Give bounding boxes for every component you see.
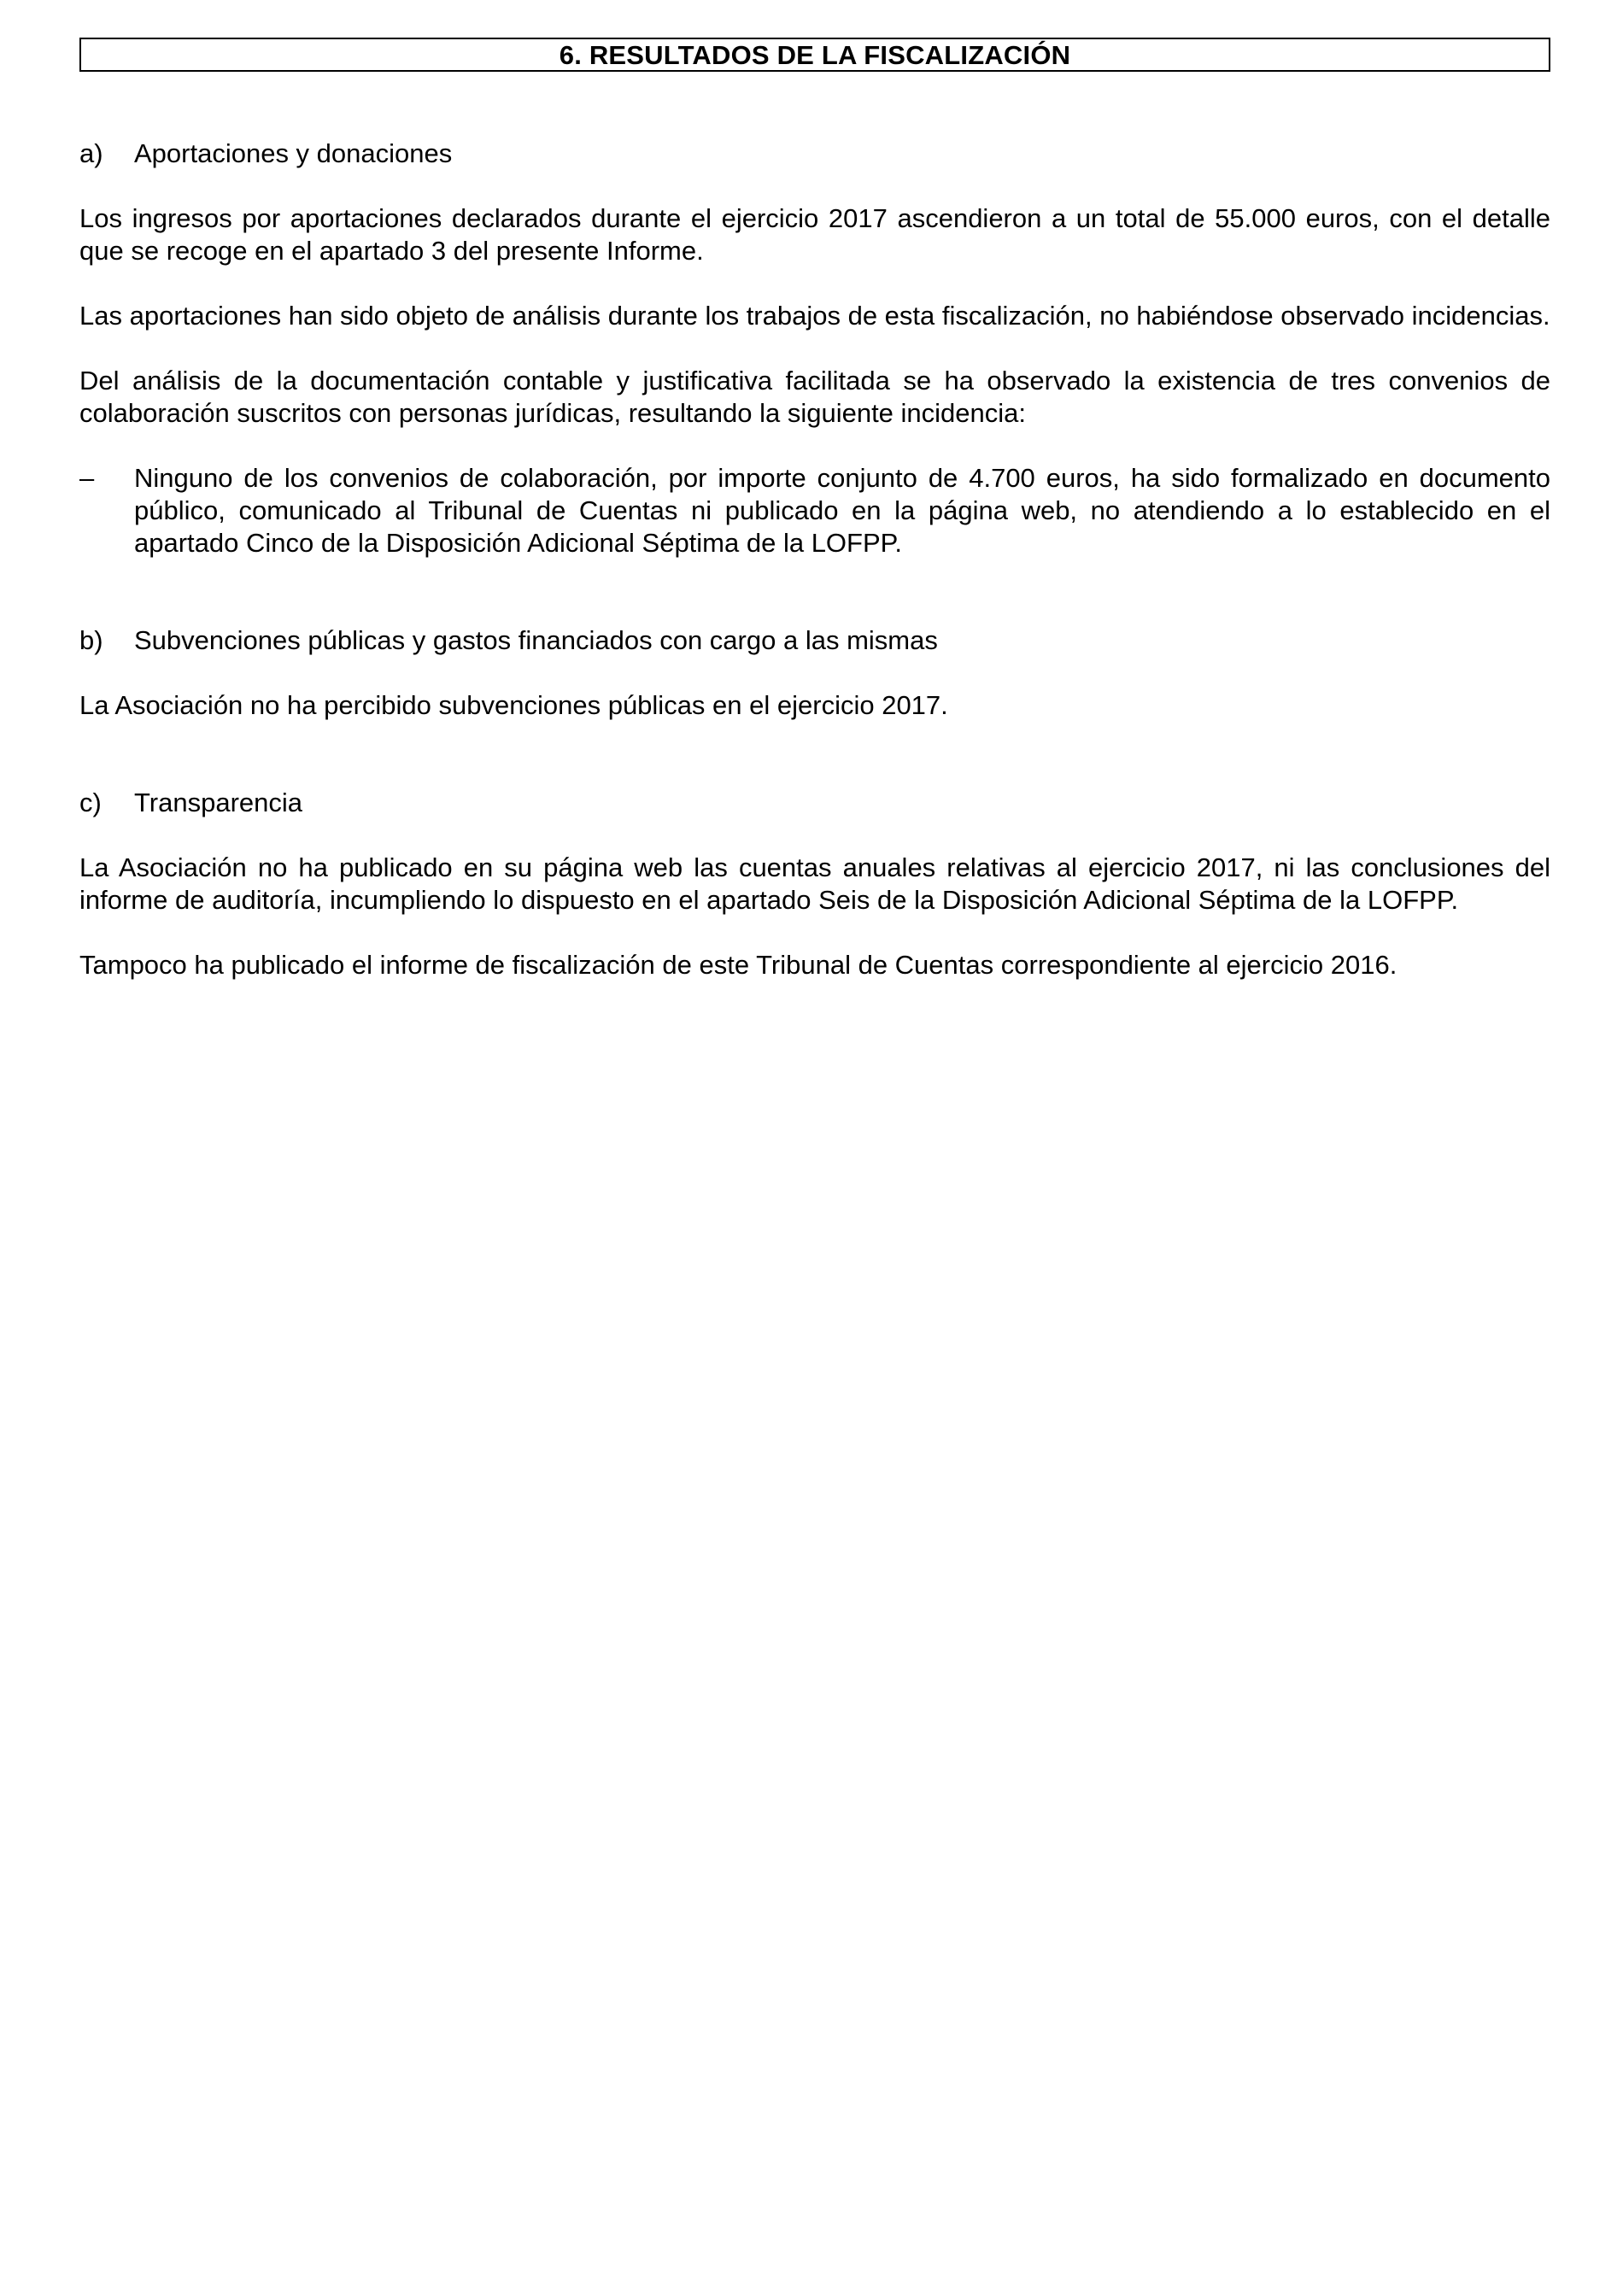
document-page — [79, 38, 1550, 981]
heading-c-letter: c) — [79, 788, 102, 817]
heading-a-letter: a) — [79, 138, 103, 168]
paragraph-a1: Los ingresos por aportaciones declarados durante el ejercicio 2017 ascendieron a un total de 55.000 euros, con el detalle que se recoge en el apartado 3 del presente Informe. — [79, 203, 1550, 266]
paragraph-c2: Tampoco ha publicado el informe de fiscalización de este Tribunal de Cuentas correspondiente al ejercicio 2016. — [79, 950, 1397, 980]
paragraph-b1: La Asociación no ha percibido subvenciones públicas en el ejercicio 2017. — [79, 690, 948, 720]
heading-b — [79, 624, 1550, 657]
bullet-text: Ninguno de los convenios de colaboración, por importe conjunto de 4.700 euros, ha sido formalizado en documento público, comunicado al Tribunal de Cuentas ni publicado en la página web, no atendiendo a lo establecido en el apartado Cinco de la Disposición Adicional Séptima de la LOFPP. — [134, 463, 1550, 558]
bullet-dash: – — [79, 463, 95, 493]
bullet-item — [79, 462, 1550, 559]
heading-c — [79, 787, 1550, 819]
section-title: 6. RESULTADOS DE LA FISCALIZACIÓN — [79, 38, 1550, 72]
heading-b-text: Subvenciones públicas y gastos financiados con cargo a las mismas — [134, 625, 938, 655]
paragraph-c1: La Asociación no ha publicado en su página web las cuentas anuales relativas al ejercicio 2017, ni las conclusiones del informe de auditoría, incumpliendo lo dispuesto en el apartado Seis de la Disposición Adicional Séptima de la LOFPP. — [79, 852, 1550, 915]
heading-a — [79, 138, 1550, 170]
heading-c-text: Transparencia — [134, 788, 303, 817]
paragraph-a3: Del análisis de la documentación contable y justificativa facilitada se ha observado la existencia de tres convenios de colaboración suscritos con personas jurídicas, resultando la siguiente incidencia: — [79, 366, 1550, 428]
heading-b-letter: b) — [79, 625, 103, 655]
paragraph-a2: Las aportaciones han sido objeto de análisis durante los trabajos de esta fiscalización, no habiéndose observado incidencias. — [79, 301, 1550, 331]
heading-a-text: Aportaciones y donaciones — [134, 138, 453, 168]
